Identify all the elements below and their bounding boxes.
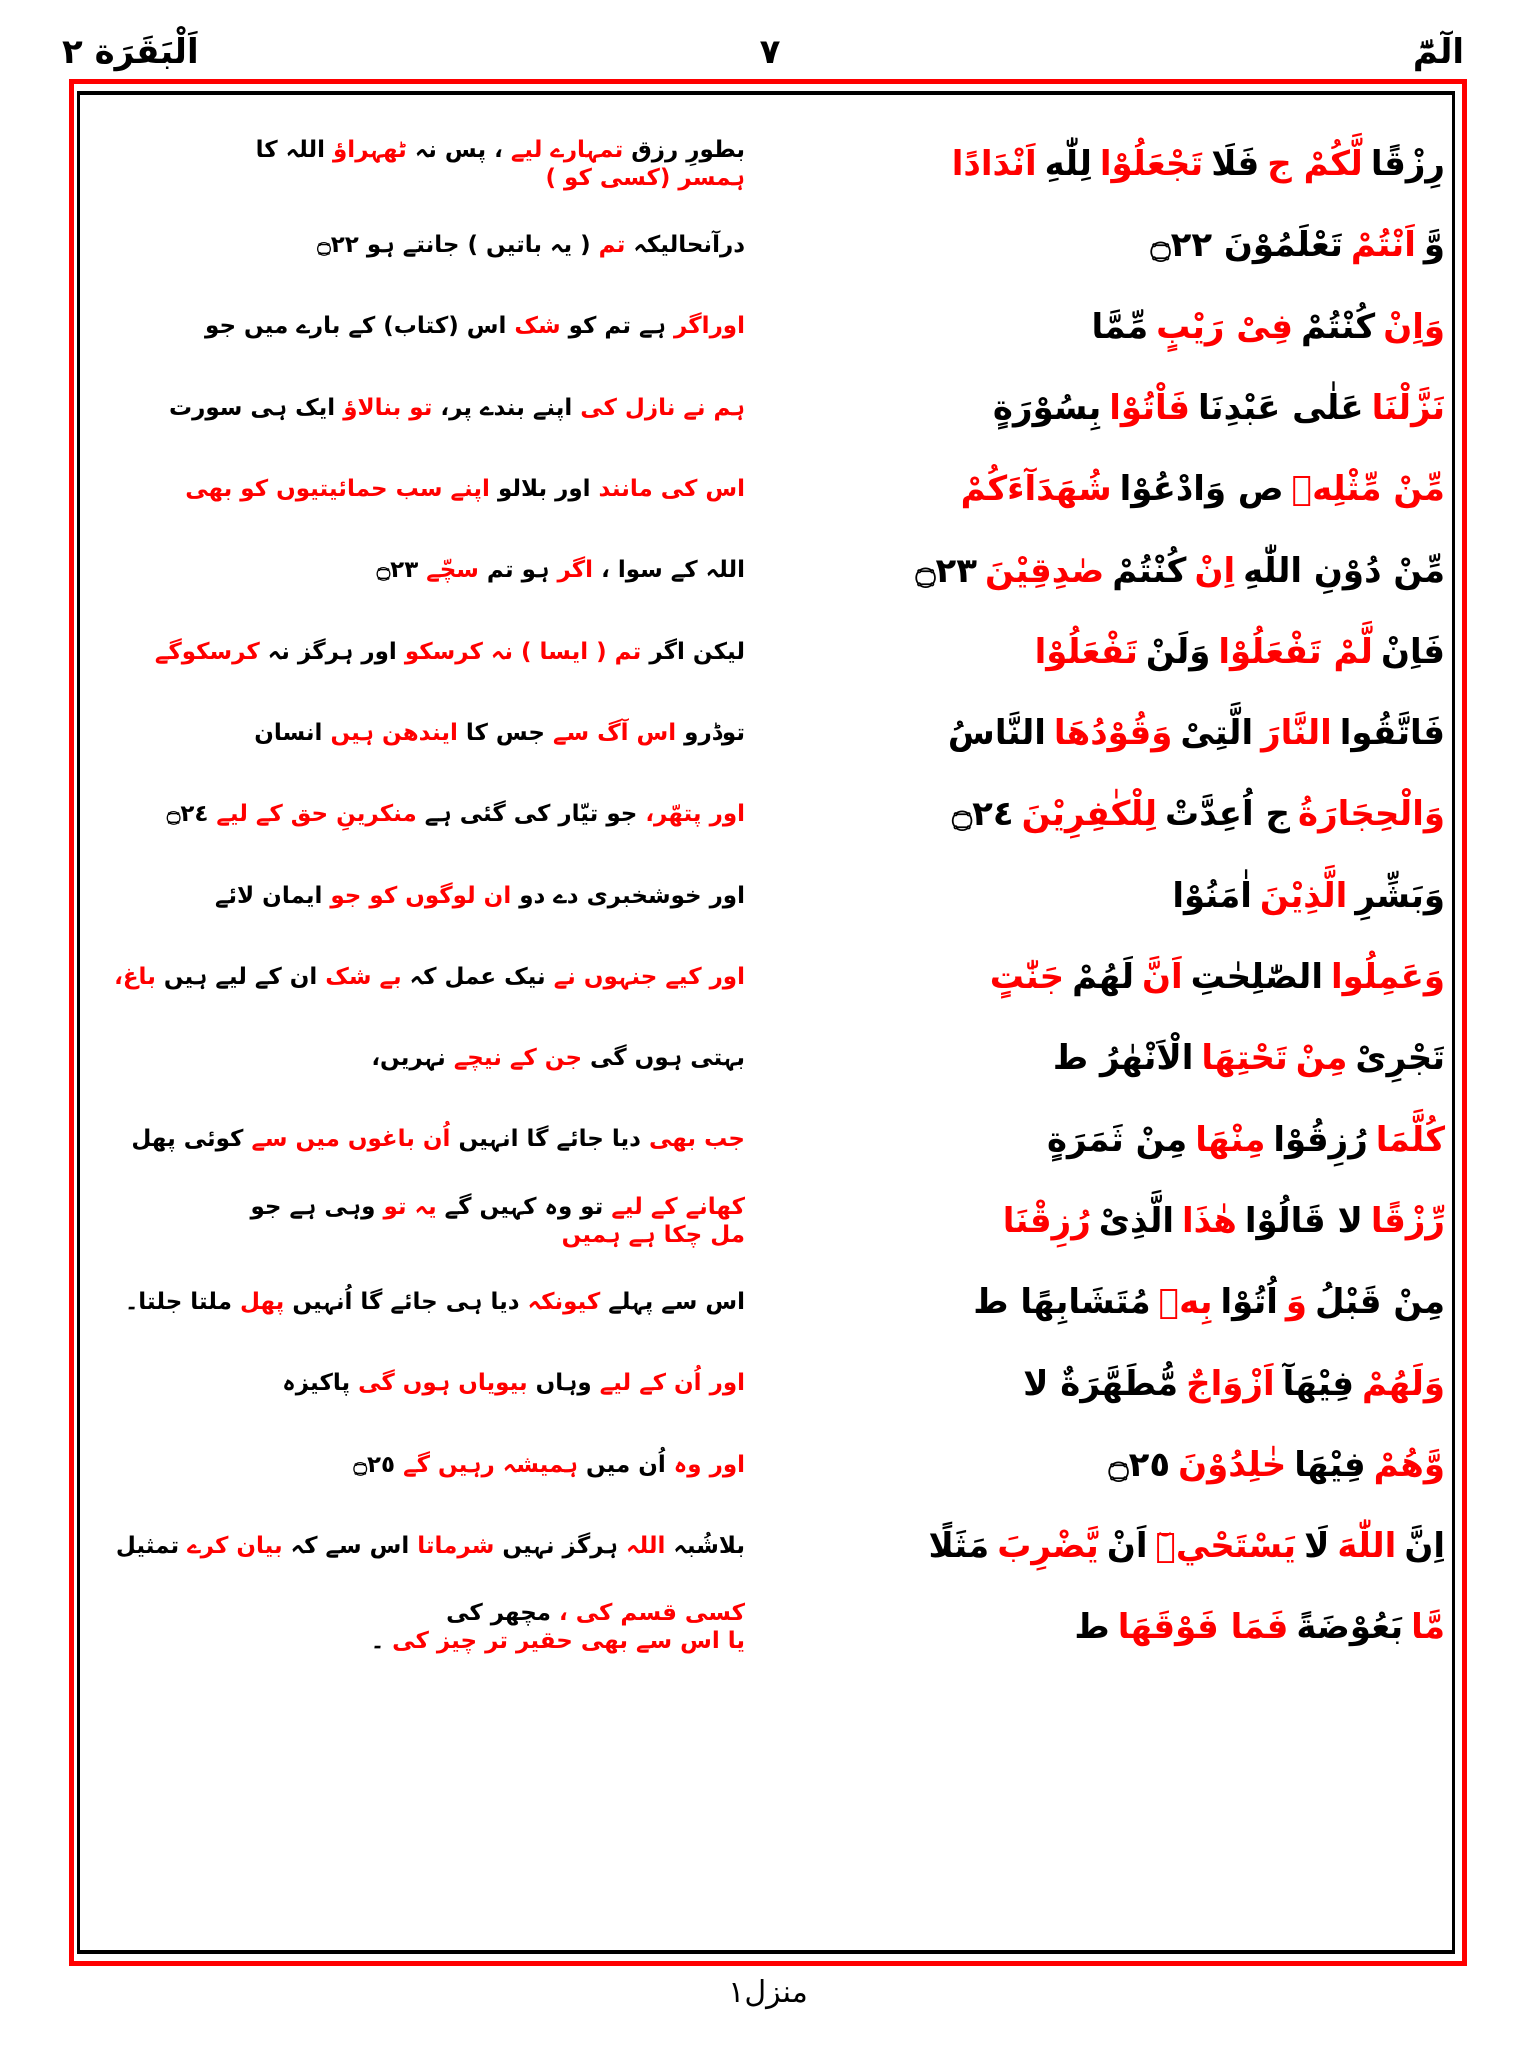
highlighted-word: وَلَهُمْ: [1361, 1363, 1445, 1404]
text-segment: كُنْتُمْ: [1300, 306, 1376, 347]
page-number: ۷: [759, 32, 781, 72]
highlighted-word: النَّارَ: [1261, 713, 1332, 754]
text-segment: ان کے لیے ہیں: [163, 963, 318, 990]
text-segment: الصّٰلِحٰتِ: [1190, 957, 1323, 998]
arabic-column: [800, 124, 1445, 1669]
text-segment: اس سے کہ: [290, 1532, 410, 1559]
highlighted-word: تَجْعَلُوْا: [1099, 144, 1204, 185]
highlighted-word: وَقُوْدُهَا: [1053, 713, 1173, 754]
text-segment: وَّ: [1423, 225, 1445, 266]
text-segment: عَلٰى عَبْدِنَا: [1198, 387, 1364, 428]
arabic-verse-line: [800, 1587, 1445, 1668]
text-segment: اِنَّ: [1404, 1526, 1445, 1567]
text-segment: تَجْرِىْ: [1355, 1038, 1445, 1079]
text-segment: تمثیل: [115, 1532, 180, 1559]
text-segment: اس سے پہلے: [608, 1289, 745, 1315]
arabic-verse-line: [800, 449, 1445, 530]
urdu-translation-line: [95, 937, 745, 1018]
highlighted-word: اس کی: [660, 476, 745, 503]
highlighted-word: اور اُن کے لیے: [599, 1370, 745, 1397]
text-segment: لَا: [1304, 1526, 1330, 1567]
text-segment: پاکیزہ: [282, 1370, 351, 1397]
highlighted-word: اِنْ: [1194, 550, 1236, 591]
highlighted-word: بیان کرے: [187, 1532, 283, 1559]
text-segment: دیا جائے گا انہیں: [458, 1126, 641, 1153]
highlighted-word: خٰلِدُوْنَ: [1178, 1444, 1287, 1485]
text-segment: مِنْ قَبْلُ: [1315, 1282, 1445, 1323]
text-segment: مچھر کی: [446, 1600, 552, 1627]
highlighted-word: یہ تو: [383, 1193, 437, 1220]
urdu-translation-line: [95, 124, 745, 205]
highlighted-word: ایندھن ہیں: [330, 719, 458, 746]
text-segment: جس کا: [465, 719, 545, 746]
arabic-verse-line: [800, 530, 1445, 611]
text-segment: ہے تم کو: [568, 313, 666, 340]
highlighted-word: نازل کی: [580, 394, 676, 421]
highlighted-word: فِىْ رَيْبٍ: [1156, 306, 1293, 347]
text-segment: اور ہرگز نہ: [267, 638, 397, 665]
urdu-translation-line: [95, 1343, 745, 1424]
highlighted-word: تم: [598, 232, 626, 259]
text-segment: اللہ کا: [255, 137, 326, 164]
highlighted-word: تم ( ایسا ): [521, 638, 642, 665]
highlighted-word: لَّكُمْ ج: [1267, 144, 1363, 185]
arabic-verse-line: [800, 1018, 1445, 1099]
highlighted-word: اپنے سب حمائیتیوں کو بھی: [185, 476, 490, 503]
highlighted-word: مل چکا ہے ہمیں: [561, 1221, 745, 1248]
text-segment: وہاں: [535, 1370, 592, 1397]
text-segment: کوئی پھل: [131, 1126, 244, 1153]
text-segment: ( یہ باتیں ) جانتے ہو ۝٢٢: [317, 232, 591, 259]
text-segment: درآنحالیکہ: [633, 232, 745, 259]
text-segment: فَاتَّقُوا: [1339, 713, 1445, 754]
highlighted-word: مانند: [598, 476, 653, 503]
highlighted-word: رِّزْقًا: [1370, 1200, 1445, 1241]
manzil-footer: منزل۱: [728, 1975, 808, 2010]
highlighted-word: جب بھی: [648, 1126, 745, 1153]
text-segment: ایمان لائے: [214, 882, 323, 909]
text-segment: ، پس نہ: [414, 137, 503, 164]
highlighted-word: ہمیشہ رہیں گے: [403, 1451, 578, 1478]
highlighted-word: باغ،: [114, 963, 156, 990]
highlighted-word: ٹھہراؤ: [333, 137, 407, 164]
highlighted-word: یا اس سے بھی حقیر تر چیز کی: [392, 1627, 745, 1654]
highlighted-word: منکرینِ حق کے لیے: [216, 801, 417, 828]
text-segment: ۝٢٥: [1108, 1444, 1171, 1485]
text-segment: ج اُعِدَّتْ: [1164, 794, 1291, 835]
text-segment: فَاِنْ: [1380, 631, 1445, 672]
highlighted-word: وَاِنْ: [1383, 306, 1445, 347]
highlighted-word: وَالْحِجَارَةُ: [1298, 794, 1445, 835]
surah-title: اَلْبَقَرَة ۲: [62, 32, 199, 72]
highlighted-word: اللّٰهَ: [1337, 1526, 1397, 1567]
text-segment: لا قَالُوْا: [1244, 1200, 1363, 1241]
text-segment: اُتُوْا: [1220, 1282, 1278, 1323]
text-segment: لیکن اگر: [649, 638, 745, 665]
text-segment: لِلّٰهِ: [1044, 144, 1092, 185]
highlighted-word: يَسْتَحْيٖٓ: [1155, 1526, 1297, 1567]
highlighted-word: بے شک: [325, 963, 402, 990]
text-segment: نہریں،: [371, 1045, 446, 1072]
highlighted-word: مِنْهَا: [1195, 1119, 1266, 1160]
arabic-verse-line: [800, 205, 1445, 286]
highlighted-word: اَنَّ: [1141, 957, 1183, 998]
arabic-verse-line: [800, 1262, 1445, 1343]
highlighted-word: هٰذَا: [1182, 1200, 1237, 1241]
highlighted-word: ہوں گی: [358, 1370, 451, 1397]
urdu-translation-line: [95, 205, 745, 286]
arabic-verse-line: [800, 612, 1445, 693]
text-segment: ط: [1074, 1607, 1110, 1648]
text-segment: لَهُمْ: [1072, 957, 1134, 998]
text-segment: فَلَا: [1211, 144, 1260, 185]
highlighted-word: اس آگ سے: [552, 719, 677, 746]
text-segment: اپنے بندے پر،: [440, 394, 573, 421]
text-segment: اللہ کے سوا ،: [601, 557, 745, 584]
text-segment: الَّذِىْ: [1098, 1200, 1175, 1241]
arabic-verse-line: [800, 937, 1445, 1018]
highlighted-word: مِّنْ مِّثْلِهٖ: [1291, 469, 1445, 510]
urdu-translation-line: [95, 1018, 745, 1099]
highlighted-word: اوراگر: [674, 313, 745, 340]
text-segment: مِّنْ دُوْنِ اللّٰهِ: [1243, 550, 1445, 591]
arabic-verse-line: [800, 1181, 1445, 1262]
text-segment: فِيْهَآ: [1282, 1363, 1354, 1404]
text-segment: بِسُوْرَةٍ: [992, 387, 1102, 428]
text-segment: ۝٢٤: [952, 794, 1014, 835]
highlighted-word: کھانے کے لیے: [611, 1193, 745, 1220]
text-segment: ہرگز نہیں: [502, 1532, 619, 1559]
text-segment: وَبَشِّرِ: [1355, 875, 1445, 916]
arabic-verse-line: [800, 368, 1445, 449]
highlighted-word: تَحْتِهَا: [1201, 1038, 1288, 1079]
arabic-verse-line: [800, 1425, 1445, 1506]
highlighted-word: اللہ: [626, 1532, 666, 1559]
text-segment: ۝٢٤: [166, 801, 209, 828]
text-segment: ۝٢٣: [915, 550, 978, 591]
arabic-verse-line: [800, 1343, 1445, 1424]
highlighted-word: بِهٖ: [1158, 1282, 1213, 1323]
highlighted-word: ہم نے: [683, 394, 745, 421]
highlighted-word: لَّمْ تَفْعَلُوْا: [1218, 631, 1373, 672]
text-segment: جو تیّار کی گئی ہے: [424, 801, 638, 828]
highlighted-word: مَّا: [1411, 1607, 1445, 1648]
highlighted-word: فَاْتُوْا: [1109, 387, 1191, 428]
highlighted-word: كُلَّمَا: [1375, 1119, 1445, 1160]
highlighted-word: نَزَّلْنَا: [1371, 387, 1445, 428]
text-segment: ۝٢٣: [376, 557, 419, 584]
text-segment: فِيْهَا: [1294, 1444, 1366, 1485]
urdu-translation-line: [95, 287, 745, 368]
highlighted-word: کیونکہ: [527, 1289, 601, 1315]
text-segment: بطورِ رزق: [631, 137, 745, 164]
highlighted-word: شک: [514, 313, 561, 340]
urdu-translation-line: [95, 774, 745, 855]
text-segment: اور بلالو: [497, 476, 591, 503]
text-segment: دیا ہی جائے گا اُنہیں: [292, 1289, 520, 1315]
arabic-verse-line: [800, 774, 1445, 855]
highlighted-word: يَّضْرِبَ: [997, 1526, 1099, 1567]
highlighted-word: وَّهُمْ: [1373, 1444, 1445, 1485]
highlighted-word: مِنْ: [1295, 1038, 1348, 1079]
highlighted-word: وَعَمِلُوا: [1330, 957, 1445, 998]
text-segment: مِّمَّا: [1091, 306, 1149, 347]
text-segment: بہتی ہوں گی: [590, 1045, 745, 1072]
highlighted-word: کسی قسم کی ،: [559, 1600, 745, 1627]
highlighted-word: اَزْوَاجٌ: [1186, 1363, 1275, 1404]
highlighted-word: ان لوگوں کو جو: [330, 882, 512, 909]
highlighted-word: شرماتا: [417, 1532, 495, 1559]
highlighted-word: تَفْعَلُوْا: [1034, 631, 1138, 672]
text-segment: توڈرو: [684, 719, 745, 746]
highlighted-word: ہمسر (کسی کو ): [545, 164, 745, 191]
text-segment: رُزِقُوْا: [1273, 1119, 1368, 1160]
text-segment: نیک عمل کہ: [409, 963, 546, 990]
arabic-verse-line: [800, 287, 1445, 368]
urdu-translation-line: [95, 368, 745, 449]
urdu-translation-line: [95, 1262, 745, 1343]
highlighted-word: اور پتھّر،: [645, 801, 745, 828]
highlighted-word: صٰدِقِيْنَ: [985, 550, 1105, 591]
text-segment: ص وَادْعُوْا: [1119, 469, 1284, 510]
highlighted-word: لِلْكٰفِرِيْنَ: [1021, 794, 1157, 835]
highlighted-word: رُزِقْنَا: [1002, 1200, 1091, 1241]
arabic-verse-line: [800, 1100, 1445, 1181]
text-segment: الْاَنْهٰرُ ط: [1052, 1038, 1194, 1079]
text-segment: اَنْ: [1106, 1526, 1148, 1567]
urdu-column: [95, 124, 745, 1669]
text-segment: مُتَشَابِهًا ط: [973, 1282, 1151, 1323]
text-segment: ایک ہی سورت: [168, 394, 336, 421]
highlighted-word: تو بنالاؤ: [343, 394, 433, 421]
highlighted-word: اور کیے جنہوں نے: [553, 963, 745, 990]
urdu-translation-line: [95, 1100, 745, 1181]
urdu-translation-line: [95, 1506, 745, 1587]
text-segment: رِزْقًا: [1370, 144, 1445, 185]
arabic-verse-line: [800, 124, 1445, 205]
text-segment: وہی ہے جو: [250, 1193, 376, 1220]
text-segment: بلاشُبہ: [673, 1532, 745, 1559]
highlighted-word: پھل: [239, 1289, 285, 1315]
text-segment: اس (کتاب) کے بارے میں جو: [205, 313, 507, 340]
text-segment: الَّتِىْ: [1180, 713, 1254, 754]
highlighted-word: کرسکوگے: [154, 638, 260, 665]
text-segment: النَّاسُ: [947, 713, 1046, 754]
text-segment: وَلَنْ: [1145, 631, 1211, 672]
urdu-translation-line: [95, 530, 745, 611]
text-segment: ہو تم: [486, 557, 550, 584]
text-segment: ۔: [370, 1627, 385, 1654]
highlighted-word: تمہارے لیے: [510, 137, 624, 164]
highlighted-word: سچّے: [426, 557, 479, 584]
highlighted-word: الَّذِيْنَ: [1259, 875, 1348, 916]
text-segment: مُّطَهَّرَةٌ لا: [1023, 1363, 1179, 1404]
urdu-translation-line: [95, 612, 745, 693]
highlighted-word: نہ کرسکو: [404, 638, 514, 665]
highlighted-word: وَ: [1285, 1282, 1308, 1323]
urdu-translation-line: [95, 1587, 745, 1668]
urdu-translation-line: [95, 856, 745, 937]
urdu-translation-line: [95, 1181, 745, 1262]
text-segment: ۝٢٥: [353, 1451, 396, 1478]
highlighted-word: شُهَدَآءَكُمْ: [960, 469, 1112, 510]
highlighted-word: جَنّٰتٍ: [989, 957, 1065, 998]
arabic-verse-line: [800, 1506, 1445, 1587]
text-segment: تو وہ کہیں گے: [444, 1193, 604, 1220]
urdu-translation-line: [95, 693, 745, 774]
text-segment: مَثَلًا: [928, 1526, 990, 1567]
text-segment: اٰمَنُوْا: [1172, 875, 1252, 916]
text-segment: انسان: [254, 719, 323, 746]
urdu-translation-line: [95, 1425, 745, 1506]
highlighted-word: نیچے: [453, 1045, 502, 1072]
arabic-verse-line: [800, 856, 1445, 937]
text-segment: كُنْتُمْ: [1112, 550, 1187, 591]
highlighted-word: فَمَا فَوْقَهَا: [1117, 1607, 1289, 1648]
highlighted-word: اَنْتُمْ: [1350, 225, 1416, 266]
juz-title: الٓمّٓ: [1412, 32, 1464, 72]
text-segment: تَعْلَمُوْنَ ۝٢٢: [1150, 225, 1343, 266]
text-segment: ملتا جلتا۔: [124, 1289, 232, 1315]
urdu-translation-line: [95, 449, 745, 530]
text-segment: اُن میں: [585, 1451, 666, 1478]
highlighted-word: بیویاں: [458, 1370, 528, 1397]
text-segment: مِنْ ثَمَرَةٍ: [1046, 1119, 1188, 1160]
highlighted-word: جن کے: [509, 1045, 583, 1072]
highlighted-word: اگر: [557, 557, 594, 584]
text-segment: اور خوشخبری دے دو: [519, 882, 745, 909]
highlighted-word: اور وہ: [673, 1451, 745, 1478]
highlighted-word: اُن باغوں میں سے: [251, 1126, 451, 1153]
highlighted-word: اَنْدَادًا: [951, 144, 1037, 185]
text-segment: بَعُوْضَةً: [1296, 1607, 1404, 1648]
arabic-verse-line: [800, 693, 1445, 774]
